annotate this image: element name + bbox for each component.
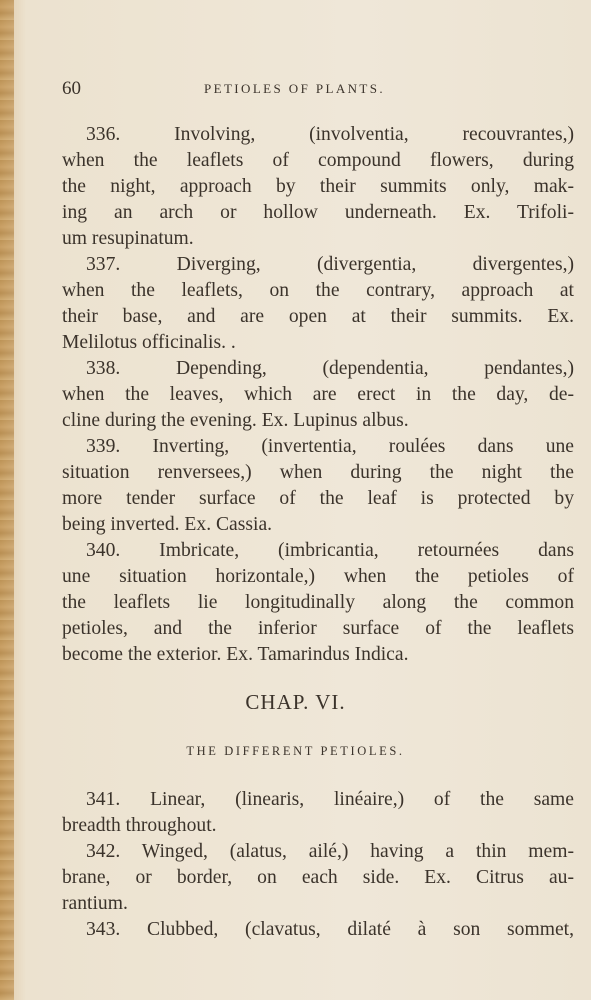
text-line: brane, or border, on each side. Ex. Citrus au-	[62, 867, 574, 888]
text-line: 343. Clubbed, (clavatus, dilaté à son sommet,	[86, 919, 574, 940]
text-line: more tender surface of the leaf is protected by	[62, 488, 574, 509]
text-line: breadth throughout.	[62, 815, 217, 836]
page-header	[62, 78, 576, 100]
text-line: the leaflets lie longitudinally along the common	[62, 592, 574, 613]
running-head: PETIOLES OF PLANTS.	[204, 81, 386, 96]
text-line: the night, approach by their summits only, mak-	[62, 176, 574, 197]
page-number: 60	[62, 78, 81, 99]
chapter-title: CHAP. VI.	[245, 690, 346, 714]
text-line: when the leaflets, on the contrary, approach at	[62, 280, 574, 301]
body-text-section-2	[62, 787, 574, 943]
body-text-section-1	[62, 122, 574, 668]
text-line: 337. Diverging, (divergentia, divergentes,)	[86, 254, 574, 275]
text-line: Melilotus officinalis. .	[62, 332, 236, 353]
text-line: cline during the evening. Ex. Lupinus albus.	[62, 410, 409, 431]
text-line: um resupinatum.	[62, 228, 194, 249]
text-line: 340. Imbricate, (imbricantia, retournées dans	[86, 540, 574, 561]
text-line: ing an arch or hollow underneath. Ex. Trifoli-	[62, 202, 574, 223]
text-line: 341. Linear, (linearis, linéaire,) of the same	[86, 789, 574, 810]
text-line: 339. Inverting, (invertentia, roulées dans une	[86, 436, 574, 457]
page-binding-edge	[0, 0, 14, 1000]
chapter-subtitle: THE DIFFERENT PETIOLES.	[186, 744, 405, 758]
text-line: une situation horizontale,) when the petioles of	[62, 566, 574, 587]
text-line: become the exterior. Ex. Tamarindus Indica.	[62, 644, 409, 665]
text-line: situation renversees,) when during the night the	[62, 462, 574, 483]
text-line: when the leaflets of compound flowers, during	[62, 150, 574, 171]
text-line: their base, and are open at their summits. Ex.	[62, 306, 574, 327]
text-line: 342. Winged, (alatus, ailé,) having a thin mem-	[86, 841, 574, 862]
text-line: when the leaves, which are erect in the day, de-	[62, 384, 574, 405]
text-line: 338. Depending, (dependentia, pendantes,)	[86, 358, 574, 379]
text-line: 336. Involving, (involventia, recouvrantes,)	[86, 124, 574, 145]
text-line: being inverted. Ex. Cassia.	[62, 514, 273, 535]
text-line: rantium.	[62, 893, 128, 914]
text-line: petioles, and the inferior surface of the leaflets	[62, 618, 574, 639]
